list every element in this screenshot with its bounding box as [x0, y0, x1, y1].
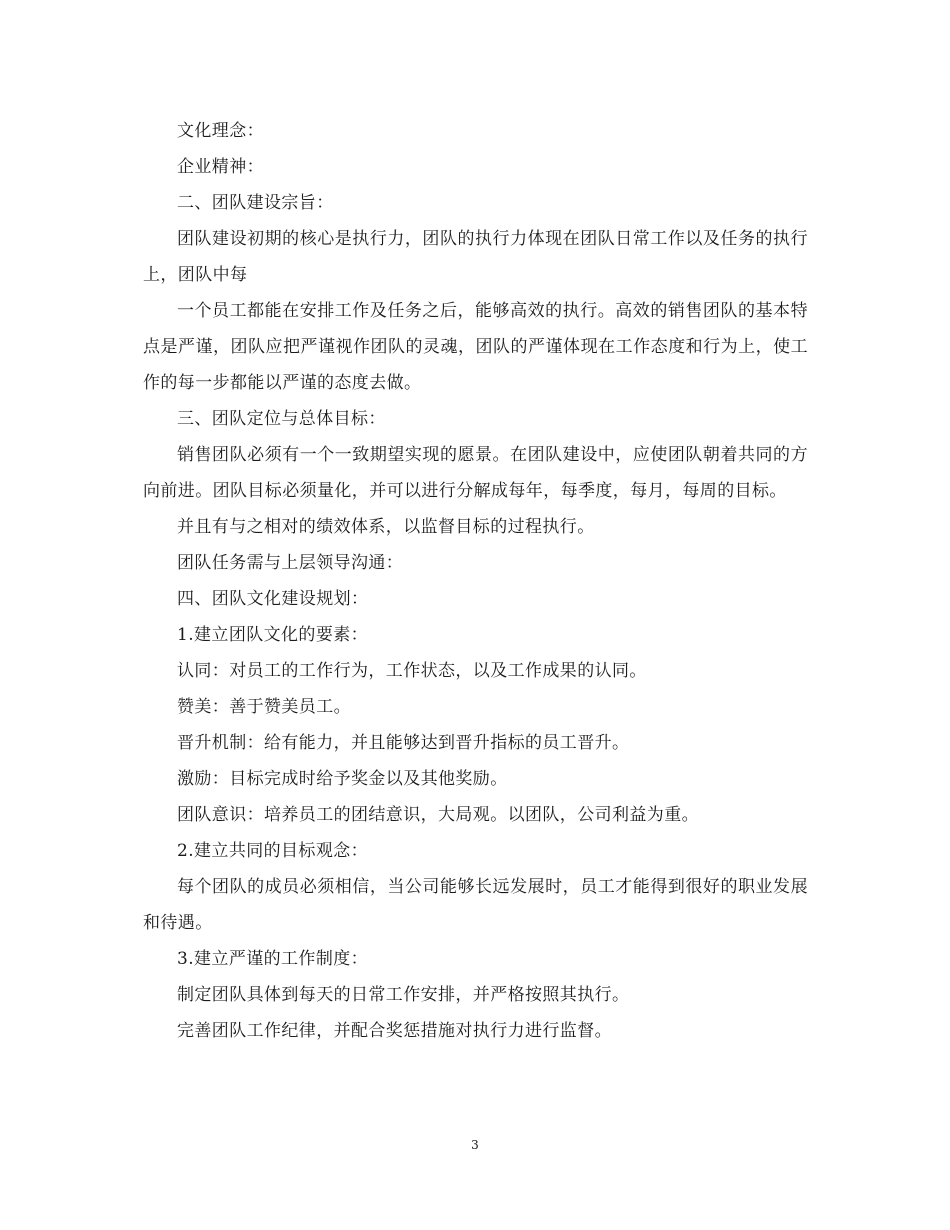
subheading-shared-goals: 2.建立共同的目标观念： [177, 841, 369, 861]
paragraph-team-core: 团队建设初期的核心是执行力，团队的执行力体现在团队日常工作以及任务的执行上，团队中每 [143, 229, 808, 285]
list-item-recognition: 认同：对员工的工作行为，工作状态，以及工作成果的认同。 [177, 661, 647, 681]
paragraph-performance-system: 并且有与之相对的绩效体系，以监督目标的过程执行。 [177, 517, 595, 537]
paragraph-culture-concept: 文化理念： [177, 121, 264, 141]
paragraph-shared-goals: 每个团队的成员必须相信，当公司能够长远发展时，员工才能得到很好的职业发展和待遇。 [143, 877, 808, 933]
heading-team-purpose: 二、团队建设宗旨： [177, 193, 334, 213]
paragraph-daily-schedule: 制定团队具体到每天的日常工作安排，并严格按照其执行。 [177, 985, 630, 1005]
document-body [143, 113, 808, 1049]
paragraph-enterprise-spirit: 企业精神： [177, 157, 264, 177]
paragraph-team-vision: 销售团队必须有一个一致期望实现的愿景。在团队建设中，应使团队朝着共同的方向前进。团队目标必须量化，并可以进行分解成每年，每季度，每月，每周的目标。 [143, 445, 808, 501]
paragraph-leadership-communication: 团队任务需与上层领导沟通： [177, 553, 404, 573]
page-number: 3 [471, 1138, 479, 1152]
list-item-team-awareness: 团队意识：培养员工的团结意识，大局观。以团队，公司利益为重。 [177, 805, 699, 825]
heading-culture-plan: 四、团队文化建设规划： [177, 589, 369, 609]
subheading-culture-elements: 1.建立团队文化的要素： [177, 625, 369, 645]
paragraph-discipline: 完善团队工作纪律，并配合奖惩措施对执行力进行监督。 [177, 1021, 612, 1041]
heading-team-positioning: 三、团队定位与总体目标： [177, 409, 386, 429]
list-item-praise: 赞美：善于赞美员工。 [177, 697, 351, 717]
subheading-work-system: 3.建立严谨的工作制度： [177, 949, 369, 969]
list-item-promotion: 晋升机制：给有能力，并且能够达到晋升指标的员工晋升。 [177, 733, 630, 753]
paragraph-team-execution: 一个员工都能在安排工作及任务之后，能够高效的执行。高效的销售团队的基本特点是严谨，团队应把严谨视作团队的灵魂，团队的严谨体现在工作态度和行为上，使工作的每一步都能以严谨的态度去做。 [143, 301, 808, 393]
list-item-incentive: 激励：目标完成时给予奖金以及其他奖励。 [177, 769, 508, 789]
